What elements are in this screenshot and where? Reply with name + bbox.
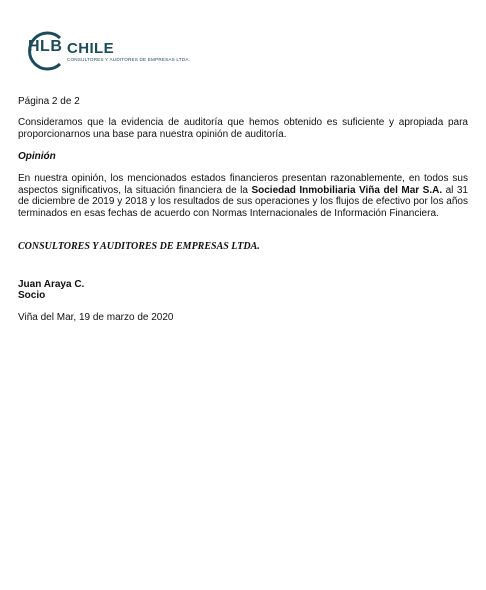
opinion-paragraph <box>18 173 468 219</box>
logo-subtitle: CONSULTORES Y AUDITORES DE EMPRESAS LTDA. <box>67 57 191 62</box>
firm-name: CONSULTORES Y AUDITORES DE EMPRESAS LTDA. <box>18 241 260 252</box>
place-and-date: Viña del Mar, 19 de marzo de 2020 <box>18 312 174 323</box>
logo-brand-text: CHILE <box>67 40 114 57</box>
signer-role: Socio <box>18 290 46 301</box>
audit-evidence-paragraph: Consideramos que la evidencia de auditoría que hemos obtenido es suficiente y apropiada para proporcionarnos una base para nuestra opinión de auditoría. <box>18 117 468 140</box>
signer-name: Juan Araya C. <box>18 279 85 290</box>
logo-mark-text: HLB <box>28 38 63 55</box>
opinion-text-part2: al 31 de diciembre de 2019 y 2018 y los resultados de sus operaciones y los flujos de efectivo por los años terminados en esas fechas de acuerdo con Normas Internacionales de Información Financiera. <box>18 184 468 219</box>
company-name: Sociedad Inmobiliaria Viña del Mar S.A. <box>251 184 443 196</box>
page-number: Página 2 de 2 <box>18 96 80 107</box>
hlb-chile-logo <box>20 30 200 72</box>
opinion-heading: Opinión <box>18 151 56 162</box>
opinion-text-part1: En nuestra opinión, los mencionados estados financieros presentan razonablemente, en todos sus aspectos significativos, la situación financiera de la <box>18 173 468 196</box>
